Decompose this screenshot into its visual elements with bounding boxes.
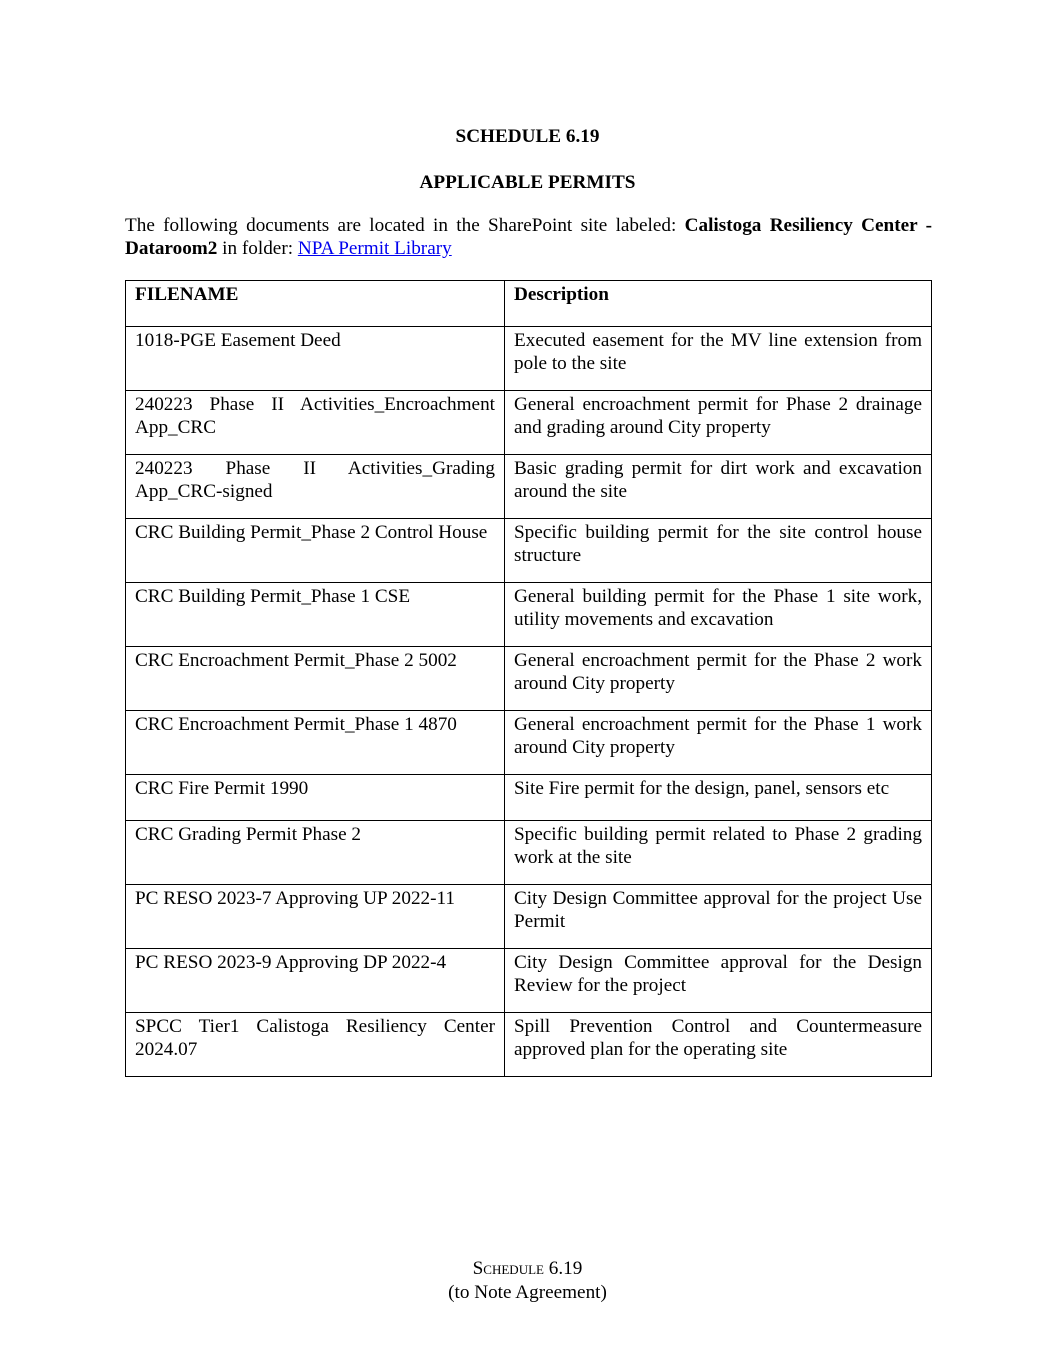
- description-cell: Specific building permit for the site control house structure: [505, 519, 932, 583]
- table-row: [126, 519, 932, 583]
- schedule-subtitle: APPLICABLE PERMITS: [419, 172, 636, 193]
- filename-cell: SPCC Tier1 Calistoga Resiliency Center 2024.07: [126, 1013, 505, 1077]
- description-cell: Basic grading permit for dirt work and excavation around the site: [505, 455, 932, 519]
- footer-schedule-line: [0, 1257, 1055, 1281]
- intro-text-before: The following documents are located in the SharePoint site labeled:: [125, 215, 685, 236]
- filename-cell: PC RESO 2023-7 Approving UP 2022-11: [126, 885, 505, 949]
- description-cell: Specific building permit related to Phase 2 grading work at the site: [505, 821, 932, 885]
- filename-cell: CRC Encroachment Permit_Phase 2 5002: [126, 647, 505, 711]
- footer-schedule-number: 6.19: [548, 1258, 583, 1279]
- table-row: [126, 583, 932, 647]
- page-footer: [0, 1257, 1055, 1305]
- description-cell: General encroachment permit for Phase 2 drainage and grading around City property: [505, 391, 932, 455]
- table-row: [126, 391, 932, 455]
- table-row: [126, 885, 932, 949]
- description-cell: General building permit for the Phase 1 site work, utility movements and excavation: [505, 583, 932, 647]
- table-row: [126, 949, 932, 1013]
- table-row: [126, 327, 932, 391]
- table-row: [126, 775, 932, 821]
- description-cell: General encroachment permit for the Phase 1 work around City property: [505, 711, 932, 775]
- table-row: [126, 455, 932, 519]
- table-row: [126, 1013, 932, 1077]
- filename-cell: CRC Grading Permit Phase 2: [126, 821, 505, 885]
- filename-cell: PC RESO 2023-9 Approving DP 2022-4: [126, 949, 505, 1013]
- description-column-header: Description: [505, 281, 932, 327]
- description-cell: City Design Committee approval for the Design Review for the project: [505, 949, 932, 1013]
- filename-cell: CRC Building Permit_Phase 2 Control House: [126, 519, 505, 583]
- npa-permit-library-link[interactable]: NPA Permit Library: [297, 238, 452, 259]
- intro-paragraph: [125, 214, 932, 260]
- permits-table: [125, 280, 932, 1077]
- filename-column-header: FILENAME: [126, 281, 505, 327]
- sharepoint-site-name: Calistoga Resiliency Center - Dataroom2: [125, 215, 932, 259]
- table-row: [126, 647, 932, 711]
- table-row: [126, 821, 932, 885]
- intro-text-middle: in folder:: [217, 238, 298, 259]
- footer-note: (to Note Agreement): [448, 1282, 607, 1303]
- schedule-title: SCHEDULE 6.19: [455, 126, 600, 147]
- table-row: [126, 711, 932, 775]
- table-header-row: [126, 281, 932, 327]
- filename-cell: 1018-PGE Easement Deed: [126, 327, 505, 391]
- filename-cell: 240223 Phase II Activities_Encroachment App_CRC: [126, 391, 505, 455]
- description-cell: City Design Committee approval for the project Use Permit: [505, 885, 932, 949]
- filename-cell: CRC Encroachment Permit_Phase 1 4870: [126, 711, 505, 775]
- description-cell: Executed easement for the MV line extension from pole to the site: [505, 327, 932, 391]
- filename-cell: CRC Building Permit_Phase 1 CSE: [126, 583, 505, 647]
- filename-cell: 240223 Phase II Activities_Grading App_CRC-signed: [126, 455, 505, 519]
- filename-cell: CRC Fire Permit 1990: [126, 775, 505, 821]
- description-cell: General encroachment permit for the Phase 2 work around City property: [505, 647, 932, 711]
- footer-schedule-label: Schedule: [472, 1258, 544, 1279]
- description-cell: Site Fire permit for the design, panel, sensors etc: [505, 775, 932, 821]
- description-cell: Spill Prevention Control and Countermeasure approved plan for the operating site: [505, 1013, 932, 1077]
